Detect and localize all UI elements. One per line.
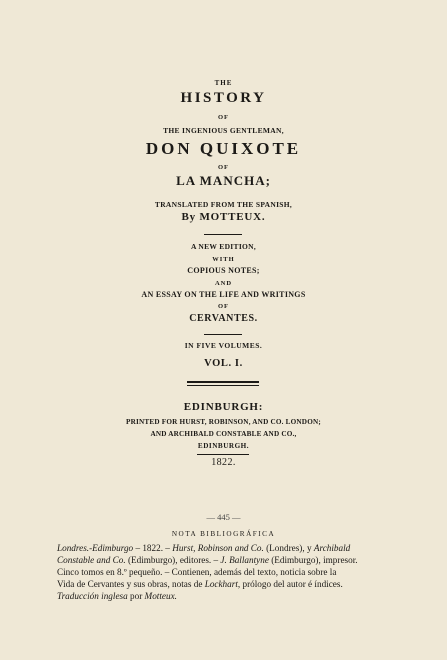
essay-line: AN ESSAY ON THE LIFE AND WRITINGS [141,290,306,299]
title-history: HISTORY [180,90,267,106]
note-text: Londres.-Edimburgo [57,543,134,553]
imprint-city: EDINBURGH: [183,401,264,413]
volumes-line: IN FIVE VOLUMES. [184,341,263,350]
copious-notes: COPIOUS NOTES; [187,266,260,275]
note-line-2 [57,554,397,566]
and-line: AND [214,280,233,287]
divider-year [197,454,249,455]
note-text: Constable and Co. [57,555,126,565]
divider-short-1 [204,234,242,235]
divider-double-bottom [187,385,259,386]
imprint-printed: PRINTED FOR HURST, ROBINSON, AND CO. LONDON; [126,418,321,426]
imprint-year: 1822. [211,457,236,468]
note-line-1 [57,542,397,554]
note-text: Motteux. [144,591,177,601]
divider-double-top [187,381,259,383]
note-text: Traducción inglesa [57,591,128,601]
note-line-3: Cinco tomos en 8.º pequeño. – Contienen, además del texto, noticia sobre la [57,567,337,577]
translator-line: By MOTTEUX. [181,211,266,223]
note-text: Lockhart [204,579,238,589]
cervantes-line: CERVANTES. [189,313,258,324]
note-text: J. Ballantyne [220,555,269,565]
note-line-4 [57,578,397,590]
note-text: Vida de Cervantes y sus obras, notas de [57,579,205,589]
note-text: Hurst, Robinson and Co. [172,543,264,553]
with-line: WITH [212,256,235,263]
divider-short-2 [204,334,242,335]
imprint-constable: AND ARCHIBALD CONSTABLE AND CO., [150,430,297,438]
title-don-quixote: DON QUIXOTE [145,139,302,158]
note-text: (Londres), y [263,543,314,553]
note-text: (Edimburgo), impresor. [268,555,358,565]
note-heading: NOTA BIBLIOGRÁFICA [171,530,276,538]
note-text: por [127,591,145,601]
title-of-1: OF [217,114,230,121]
note-text: (Edimburgo), editores. – [125,555,221,565]
new-edition: A NEW EDITION, [190,242,257,251]
title-of-2: OF [217,164,230,171]
imprint-edinburgh: EDINBURGH. [197,442,250,450]
note-line-5 [57,590,397,602]
title-la-mancha: LA MANCHA; [176,173,271,188]
title-the: THE [214,79,233,87]
page-number: — 445 — [206,512,241,522]
note-text: Archibald [313,543,351,553]
title-ingenious: THE INGENIOUS GENTLEMAN, [163,126,284,135]
note-text: – 1822. – [133,543,173,553]
volume-number: VOL. I. [204,358,243,369]
bibliographic-note [57,542,397,602]
note-text: , prólogo del autor é índices. [237,579,343,589]
title-of-3: OF [217,303,230,310]
translated-line: TRANSLATED FROM THE SPANISH, [154,200,293,209]
